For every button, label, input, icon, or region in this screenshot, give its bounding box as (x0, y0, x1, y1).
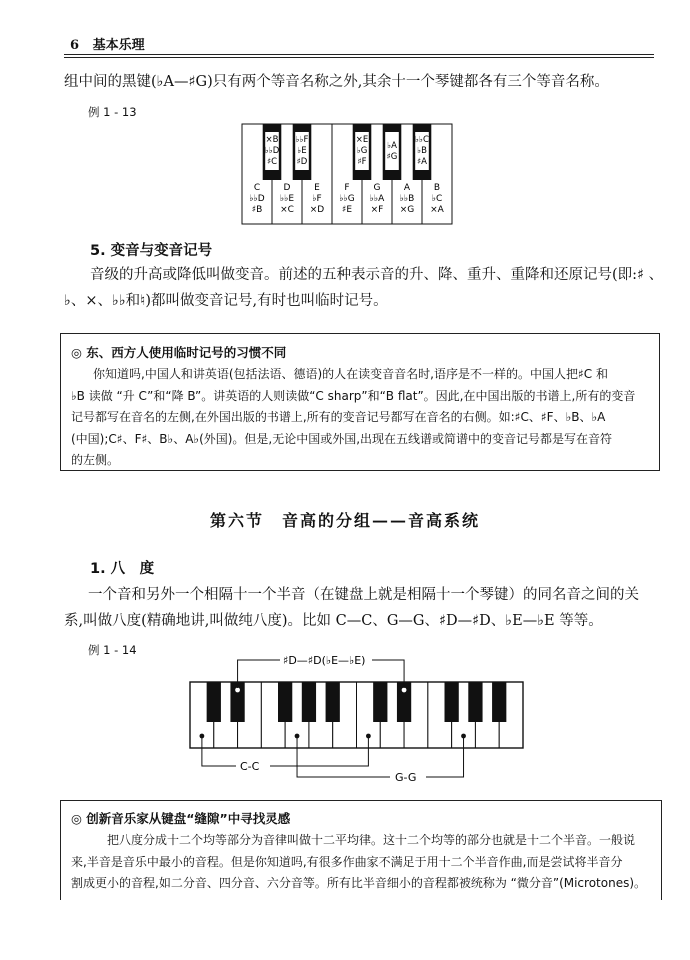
gg-label: G-G (395, 771, 417, 784)
black-key-label: ♭A (387, 141, 397, 151)
black-key-label: ♭♭F (295, 135, 309, 145)
black-key-label: ♯C (266, 157, 278, 167)
info-box-notation-habits (60, 333, 660, 471)
white-key-label: ♭F (312, 194, 322, 204)
black-key-label: ♭♭C (415, 135, 429, 145)
section-5-title: 5. 变音与变音记号 (90, 243, 213, 259)
white-key-label: ♭♭B (399, 194, 415, 204)
info-box-1-body (71, 364, 656, 472)
info-box-2-title: ◎ 创新音乐家从键盘“缝隙”中寻找灵感 (71, 811, 291, 826)
info-box-1-title: ◎ 东、西方人使用临时记号的习惯不同 (71, 345, 287, 360)
white-key-label: ×D (309, 205, 325, 215)
black-key-label: ♯F (357, 157, 367, 167)
cc-label: C-C (240, 760, 260, 773)
white-key-label: ×F (370, 205, 384, 215)
section-5-line-1: 音级的升高或降低叫做变音。前述的五种表示音的升、降、重升、重降和还原记号(即:♯ 、 (90, 267, 664, 283)
white-key-label: B (433, 183, 441, 193)
white-key-label: G (373, 183, 381, 193)
white-key-label: ♯E (341, 205, 353, 215)
info-box-2-body (71, 830, 659, 895)
white-key-label: ♯B (251, 205, 263, 215)
octave-line-2: 系,叫做八度(精确地讲,叫做纯八度)。比如 C—C、G—G、♯D—♯D、♭E—♭E 等等。 (64, 613, 603, 629)
octave-line-1: 一个音和另外一个相隔十一个半音（在键盘上就是相隔十一个琴键）的同名音之间的关 (88, 587, 639, 603)
black-key-label: ×E (355, 135, 369, 145)
black-key-label: ♭G (356, 146, 368, 156)
octave-top-label: ♯D—♯D(♭E—♭E) (283, 654, 366, 667)
black-key-label: ♭B (417, 146, 427, 156)
black-key-label: ♭E (297, 146, 307, 156)
book-title: 基本乐理 (92, 38, 145, 53)
white-key-label: ×A (430, 205, 444, 215)
white-key-label: ♭♭D (249, 194, 265, 204)
black-key-label: ♯A (417, 157, 427, 167)
white-key-label: ♭♭E (279, 194, 295, 204)
box2-line: 割成更小的音程,如二分音、四分音、六分音等。所有比半音细小的音程都被统称为 “微分音”(Microtones)。 (71, 876, 647, 890)
white-key-label: ♭♭G (339, 194, 355, 204)
white-key-label: E (314, 183, 320, 193)
box2-line: 把八度分成十二个均等部分为音律叫做十二平均律。这十二个均等的部分也就是十二个半音。一般说 (107, 833, 636, 847)
white-key-label: C (253, 183, 261, 193)
example-13-label: 例 1 - 13 (88, 105, 137, 119)
box1-line: 的左侧。 (71, 453, 120, 467)
white-key-label: A (403, 183, 411, 193)
box1-line: (中国);C♯、F♯、B♭、A♭(外国)。但是,无论中国或外国,出现在五线谱或简谱中的变音记号都是写在音符 (71, 431, 613, 446)
section-5-line-2: ♭、×、♭♭和♮)都叫做变音记号,有时也叫临时记号。 (64, 293, 388, 309)
black-key-label: ♯D (296, 157, 308, 167)
box1-line: 你知道吗,中国人和讲英语(包括法语、德语)的人在读变音音名时,语序是不一样的。中国人把♯C 和 (93, 367, 608, 381)
black-key-label: ♯G (386, 152, 398, 162)
black-key-label: ♭♭D (264, 146, 280, 156)
white-key-label: ×C (280, 205, 294, 215)
box2-line: 来,半音是音乐中最小的音程。但是你知道吗,有很多作曲家不满足于用十二个半音作曲,而是尝试将半音分 (71, 854, 623, 869)
box1-line: 记号都写在音名的左侧,在外国出版的书谱上,所有的变音记号都写在音名的右侧。如:♯C、♯F、♭B、♭A (71, 410, 606, 424)
intro-line: 组中间的黑键(♭A—♯G)只有两个等音名称之外,其余十一个琴键都各有三个等音名称。 (64, 74, 609, 90)
white-key-label: ×G (399, 205, 415, 215)
section-6-title: 第六节 音高的分组——音高系统 (209, 511, 480, 530)
white-key-label: ♭♭A (369, 194, 385, 204)
octave-title: 1. 八 度 (90, 561, 155, 577)
white-key-label: F (344, 183, 350, 193)
box1-line: ♭B 读做 “升 C”和“降 B”。讲英语的人则读做“C sharp”和“B flat”。因此,在中国出版的书谱上,所有的变音 (71, 388, 636, 403)
white-key-label: D (283, 183, 291, 193)
white-key-label: ♭C (431, 194, 443, 204)
info-box-microtones (60, 800, 662, 900)
example-14-label: 例 1 - 14 (88, 643, 137, 657)
black-key-label-window (385, 132, 399, 170)
page-number: 6 (70, 38, 80, 53)
black-key-label: ×B (265, 135, 279, 145)
